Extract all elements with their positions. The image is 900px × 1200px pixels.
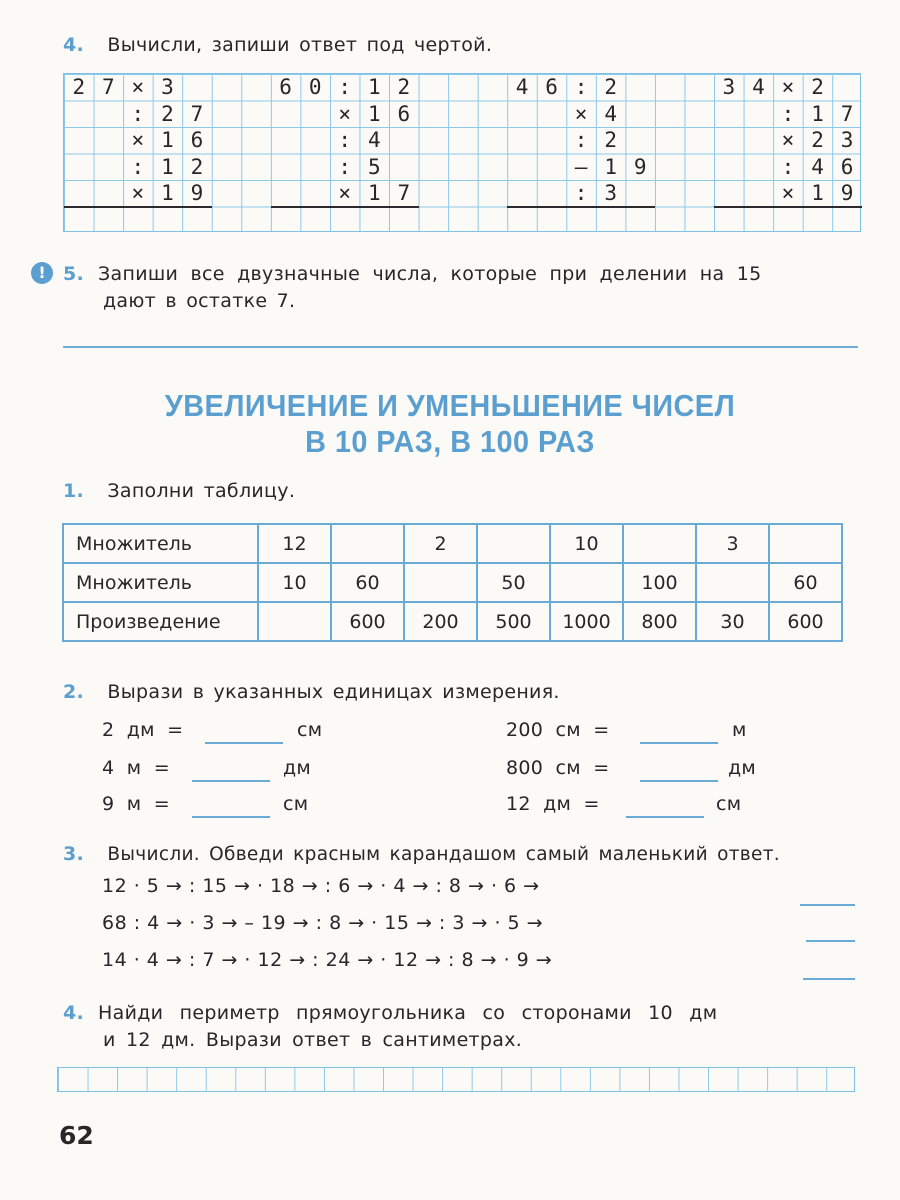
grid-digit: 3 <box>840 128 854 152</box>
grid-digit: 6 <box>840 154 854 179</box>
grid-digit: : <box>338 154 352 179</box>
grid-digit: 1 <box>161 181 174 205</box>
answer-underline <box>271 206 419 208</box>
task5-number: 5. <box>63 263 85 285</box>
grid-digit: 0 <box>308 75 322 99</box>
chain-3: 14 · 4 → : 7 → · 12 → : 24 → · 12 → : 8 → · 9 → <box>102 949 553 971</box>
grid-digit: × <box>781 128 795 152</box>
ex2-heading <box>63 679 560 706</box>
grid-digit: 2 <box>604 75 617 99</box>
conversion-expression: 2 дм = <box>102 719 184 741</box>
conversion-expression: 4 м = <box>102 757 170 779</box>
grid-digit: 1 <box>161 154 174 179</box>
grid-digit: 1 <box>161 128 174 152</box>
task5 <box>63 261 863 315</box>
grid-digit: 2 <box>161 101 174 126</box>
table-cell: 200 <box>404 602 477 641</box>
grid-digit: × <box>781 181 795 205</box>
grid-digit: – <box>574 154 588 179</box>
chain-3-answer-blank[interactable] <box>803 978 855 980</box>
grid-digit: 1 <box>367 181 381 205</box>
conversion-expression: 800 см = <box>506 757 610 779</box>
grid-digit: 3 <box>722 75 736 99</box>
empty-cell[interactable] <box>623 524 696 563</box>
grid-digit: 9 <box>190 181 204 205</box>
grid-digit: 6 <box>397 101 411 126</box>
table-cell: 10 <box>258 563 331 602</box>
grid-digit: : <box>131 154 145 179</box>
grid-digit: 6 <box>190 128 204 152</box>
answer-underline <box>714 206 862 208</box>
answer-underline <box>507 206 655 208</box>
grid-digit: 1 <box>367 101 381 126</box>
unit-label: дм <box>283 757 312 779</box>
table-cell: 100 <box>623 563 696 602</box>
table-cell: 50 <box>477 563 550 602</box>
grid-digit: : <box>574 128 588 152</box>
grid-digit: 2 <box>190 154 204 179</box>
ex1-number: 1. <box>63 480 85 502</box>
task4-text: Вычисли, запиши ответ под чертой. <box>107 34 493 56</box>
empty-cell[interactable] <box>769 524 842 563</box>
ex4-line1: Найди периметр прямоугольника со сторонами 10 дм <box>98 1002 718 1024</box>
conversion-expression: 200 см = <box>506 719 610 741</box>
table-cell: 800 <box>623 602 696 641</box>
grid-digit: × <box>338 101 352 126</box>
ex3-text: Вычисли. Обведи красным карандашом самый маленький ответ. <box>107 844 780 865</box>
answer-blank[interactable] <box>640 780 718 782</box>
grid-digit: : <box>574 75 588 99</box>
grid-digit: : <box>131 101 145 126</box>
empty-cell[interactable] <box>477 524 550 563</box>
grid-digit: 2 <box>811 75 824 99</box>
ex4 <box>63 1000 858 1054</box>
table-cell: 2 <box>404 524 477 563</box>
table-cell: 500 <box>477 602 550 641</box>
empty-cell[interactable] <box>258 602 331 641</box>
grid-digit: 6 <box>279 75 292 99</box>
task4-number: 4. <box>63 34 85 56</box>
grid-digit: 7 <box>190 101 204 126</box>
grid-digit: 2 <box>72 75 86 99</box>
table-cell: 1000 <box>550 602 623 641</box>
grid-digit: : <box>781 101 795 126</box>
grid-digit: : <box>338 128 352 152</box>
task4-heading <box>63 32 492 59</box>
ex4-number: 4. <box>63 1002 85 1024</box>
chain-2: 68 : 4 → · 3 → – 19 → : 8 → · 15 → : 3 → · 5 → <box>102 912 544 934</box>
grid-digit: × <box>131 75 145 99</box>
row-label: Множитель <box>63 563 258 602</box>
grid-digit: : <box>338 75 352 99</box>
grid-digit: 2 <box>604 128 617 152</box>
empty-cell[interactable] <box>331 524 404 563</box>
table-row <box>63 524 842 563</box>
grid-digit: 6 <box>545 75 558 99</box>
section-title-line1: УВЕЛИЧЕНИЕ И УМЕНЬШЕНИЕ ЧИСЕЛ <box>164 388 736 423</box>
ex3-heading <box>63 841 780 868</box>
unit-label: см <box>283 793 309 815</box>
table-cell: 12 <box>258 524 331 563</box>
grid-digit: 9 <box>840 181 854 205</box>
chain-2-answer-blank[interactable] <box>806 940 855 942</box>
important-badge-icon: ! <box>31 262 53 284</box>
ex2-number: 2. <box>63 681 85 703</box>
answer-blank[interactable] <box>192 816 270 818</box>
grid-digit: 1 <box>367 75 381 99</box>
grid-digit: 1 <box>604 154 617 179</box>
grid-digit: 3 <box>161 75 174 99</box>
grid-digit: 5 <box>367 154 381 179</box>
row-label: Произведение <box>63 602 258 641</box>
answer-underline <box>64 206 212 208</box>
ex4-line2: и 12 дм. Вырази ответ в сантиметрах. <box>103 1029 523 1051</box>
table-cell: 10 <box>550 524 623 563</box>
ex3-number: 3. <box>63 843 85 865</box>
unit-label: см <box>297 719 323 741</box>
answer-line[interactable] <box>63 346 858 348</box>
table-cell: 600 <box>769 602 842 641</box>
grid-digit: 7 <box>397 181 411 205</box>
ex1-text: Заполни таблицу. <box>107 480 296 502</box>
answer-cells-strip[interactable] <box>57 1067 855 1092</box>
chain-1-answer-blank[interactable] <box>800 904 855 906</box>
grid-digit: : <box>574 181 588 205</box>
grid-digit: 4 <box>811 154 824 179</box>
grid-digit: × <box>131 181 145 205</box>
empty-cell[interactable] <box>404 563 477 602</box>
calc-grid[interactable] <box>63 73 861 232</box>
grid-digit: × <box>781 75 795 99</box>
page-number: 62 <box>59 1121 94 1150</box>
ex1-heading <box>63 478 295 505</box>
grid-digit: × <box>131 128 145 152</box>
table-cell: 60 <box>769 563 842 602</box>
row-label: Множитель <box>63 524 258 563</box>
grid-digit: 2 <box>397 75 411 99</box>
grid-digit: 3 <box>604 181 617 205</box>
unit-label: см <box>716 793 742 815</box>
grid-digit: 4 <box>515 75 529 99</box>
table-row <box>63 563 842 602</box>
table-cell: 60 <box>331 563 404 602</box>
table-cell: 3 <box>696 524 769 563</box>
grid-digit: 2 <box>811 128 824 152</box>
grid-digit: 7 <box>101 75 115 99</box>
grid-digit: 1 <box>811 181 824 205</box>
grid-digit: : <box>781 154 795 179</box>
conversion-expression: 9 м = <box>102 793 170 815</box>
empty-cell[interactable] <box>696 563 769 602</box>
table-row <box>63 602 842 641</box>
answer-blank[interactable] <box>192 780 270 782</box>
conversion-expression: 12 дм = <box>506 793 600 815</box>
table-cell: 600 <box>331 602 404 641</box>
answer-blank[interactable] <box>205 742 283 744</box>
grid-digit: 4 <box>604 101 617 126</box>
answer-blank[interactable] <box>626 816 704 818</box>
grid-digit: 4 <box>367 128 381 152</box>
fill-table <box>62 523 843 642</box>
task5-line1: Запиши все двузначные числа, которые при делении на 15 <box>98 263 762 285</box>
grid-digit: × <box>338 181 352 205</box>
grid-digit: × <box>574 101 588 126</box>
task5-line2: дают в остатке 7. <box>103 290 296 312</box>
unit-label: м <box>732 719 747 741</box>
grid-digit: 7 <box>840 101 854 126</box>
table-cell: 30 <box>696 602 769 641</box>
grid-digit: 9 <box>633 154 647 179</box>
grid-digit: 1 <box>811 101 824 126</box>
ex2-text: Вырази в указанных единицах измерения. <box>107 681 560 703</box>
chain-1: 12 · 5 → : 15 → · 18 → : 6 → · 4 → : 8 → · 6 → <box>102 875 540 897</box>
unit-label: дм <box>728 757 757 779</box>
section-title-line2: В 10 РАЗ, В 100 РАЗ <box>305 424 595 459</box>
answer-blank[interactable] <box>640 742 718 744</box>
grid-digit: 4 <box>752 75 765 99</box>
empty-cell[interactable] <box>550 563 623 602</box>
